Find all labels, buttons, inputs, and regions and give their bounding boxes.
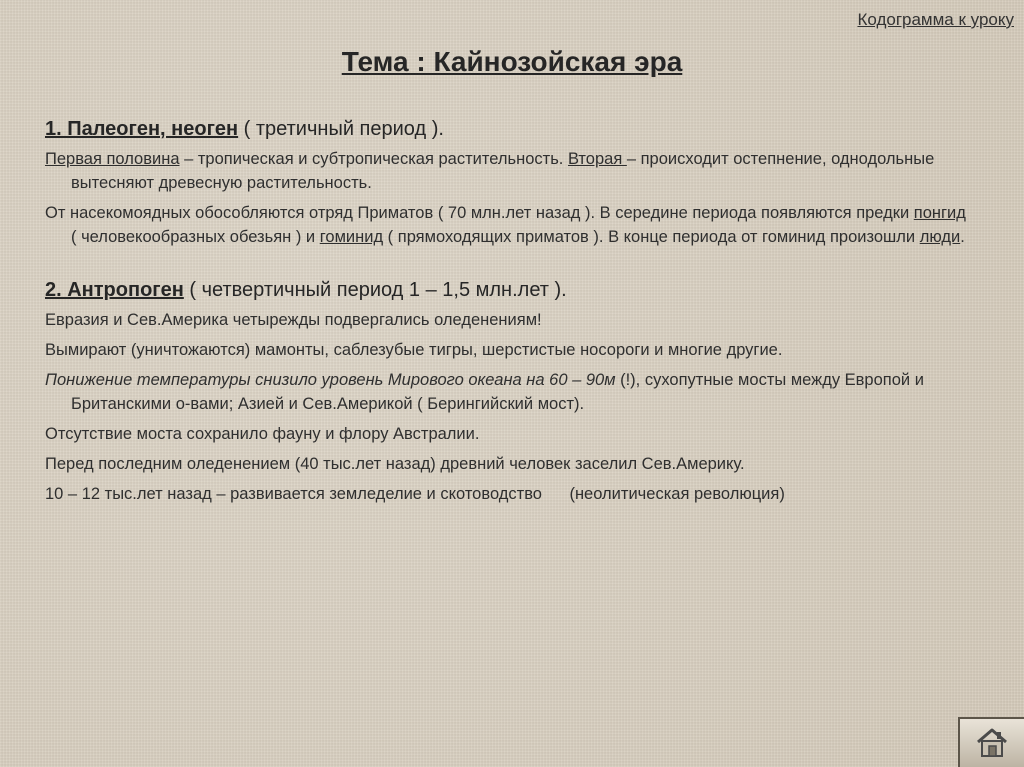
anthropogene-paragraph-2: Вымирают (уничтожаются) мамонты, саблезубые тигры, шерстистые носороги и многие другие.: [45, 341, 783, 359]
section-heading-anthropogene-bold: 2. Антропоген: [45, 279, 184, 301]
temperature-italic-text: Понижение температуры снизило уровень Мирового океана на 60 – 90м: [45, 371, 616, 389]
section-heading-paleogene-rest: ( третичный период ).: [238, 118, 444, 140]
pongid-term: понгид: [913, 204, 966, 222]
paleogene-p1-text-b: – тропическая и субтропическая растительность.: [179, 150, 568, 168]
anthropogene-paragraph-5: Перед последним оледенением (40 тыс.лет назад) древний человек заселил Сев.Америку.: [45, 455, 745, 473]
people-term: люди: [919, 228, 961, 246]
page-title-text: Тема : Кайнозойская эра: [341, 46, 683, 77]
second-half-term: Вторая: [567, 150, 627, 168]
anthropogene-p3-rest: (!), сухопутные мосты между Европой и Британскими о-вами; Азией и Сев.Америкой ( Берингийский мост).: [71, 371, 924, 413]
paleogene-p2-text-a: От насекомоядных обособляются отряд Приматов ( 70 млн.лет назад ). В середине периода появляются предки: [45, 204, 914, 222]
section-heading-paleogene-bold: 1. Палеоген, неоген: [45, 118, 239, 140]
paleogene-paragraph-1: [45, 147, 975, 195]
paleogene-p1-text-d: – происходит остепнение, однодольные вытесняют древесную растительность.: [71, 150, 935, 192]
section-gap: [45, 255, 975, 279]
section-heading-anthropogene: [45, 279, 975, 302]
section-heading-anthropogene-rest: ( четвертичный период 1 – 1,5 млн.лет ).: [183, 279, 567, 301]
anthropogene-paragraph-4: Отсутствие моста сохранило фауну и флору Австралии.: [45, 425, 480, 443]
paleogene-paragraph-2: [45, 201, 975, 249]
paleogene-p2-text-g: .: [960, 228, 965, 246]
home-icon: [975, 727, 1009, 759]
home-button[interactable]: [958, 717, 1024, 767]
paleogene-p2-text-e: ( прямоходящих приматов ). В конце периода от гоминид произошли: [383, 228, 920, 246]
first-half-term: Первая половина: [45, 150, 180, 168]
hominid-term: гоминид: [319, 228, 384, 246]
anthropogene-paragraph-3: [45, 368, 975, 416]
anthropogene-paragraph-6: 10 – 12 тыс.лет назад – развивается земледелие и скотоводство (неолитическая революция): [45, 485, 785, 503]
slide-content: [45, 118, 975, 512]
anthropogene-paragraph-1: Евразия и Сев.Америка четырежды подвергались оледенениям!: [45, 311, 542, 329]
paleogene-p2-text-c: ( человекообразных обезьян ) и: [71, 228, 320, 246]
codogram-link[interactable]: Кодограмма к уроку: [857, 10, 1014, 29]
page-title: [0, 46, 1024, 78]
section-heading-paleogene: [45, 118, 975, 141]
